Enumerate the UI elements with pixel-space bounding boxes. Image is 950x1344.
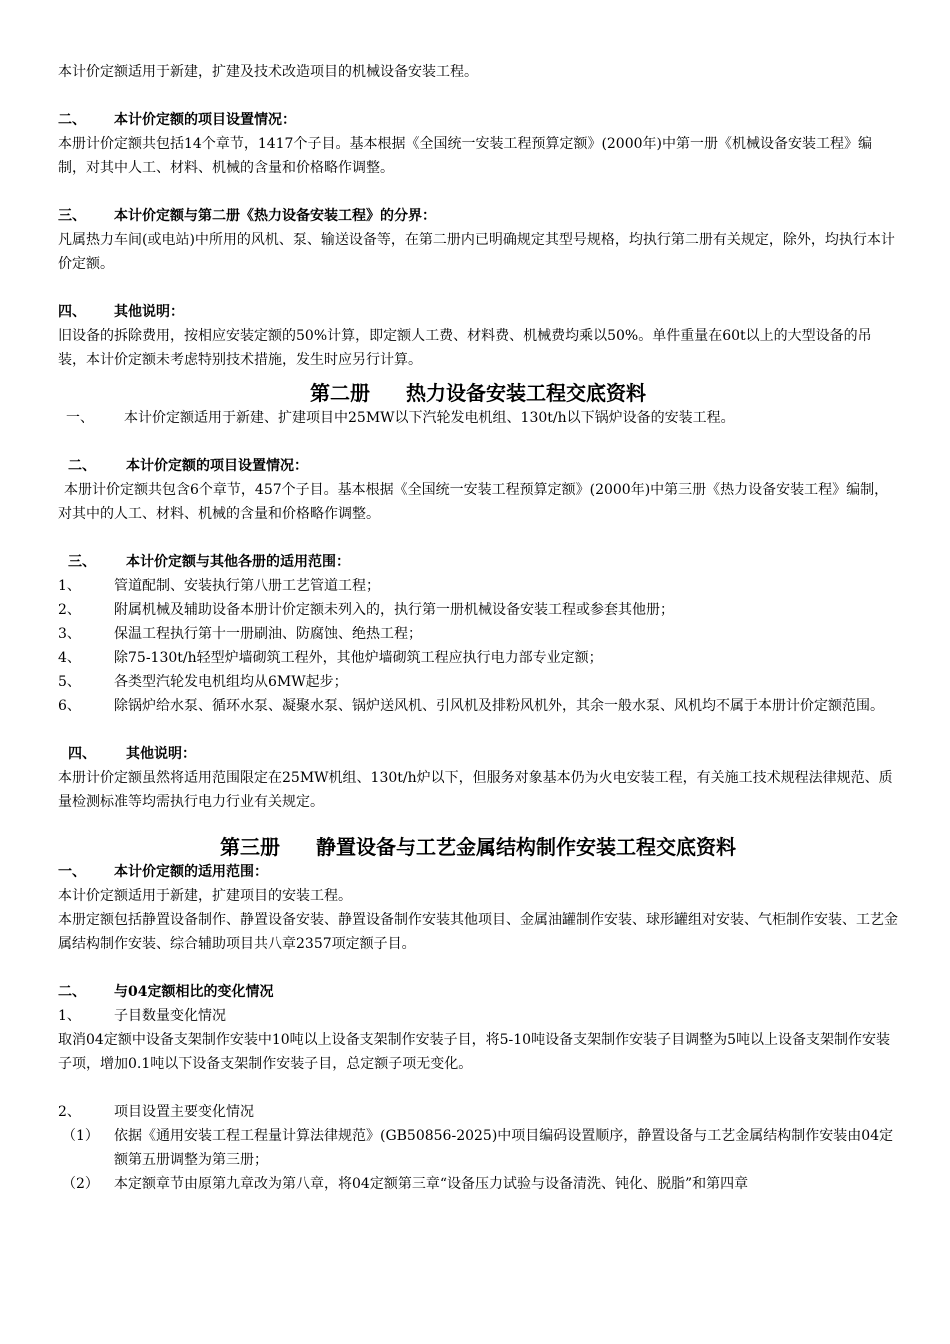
item-number: 6、 — [58, 698, 81, 714]
item-text: 管道配制、安装执行第八册工艺管道工程； — [114, 578, 380, 594]
item-number: （2） — [62, 1176, 99, 1192]
list-item — [58, 1124, 898, 1172]
item-number: 5、 — [58, 674, 81, 690]
item-number: 2、 — [58, 602, 81, 618]
document-page — [58, 60, 898, 1196]
item-text: 除75-130t/h轻型炉墙砌筑工程外，其他炉墙砌筑工程应执行电力部专业定额； — [114, 650, 603, 666]
vol3-section1-body1: 本计价定额适用于新建，扩建项目的安装工程。 — [58, 888, 352, 904]
section-number: 三、 — [68, 554, 96, 570]
list-item — [58, 694, 898, 718]
item-number: 4、 — [58, 650, 81, 666]
sub-number: 1、 — [58, 1008, 81, 1024]
sub-title: 子目数量变化情况 — [114, 1008, 226, 1024]
item-text: 依据《通用安装工程工程量计算法律规范》(GB50856-2025)中项目编码设置顺序，静置设备与工艺金属结构制作安装由04定额第五册调整为第三册； — [114, 1128, 894, 1168]
list-item — [58, 574, 898, 598]
vol3-sub1-heading — [58, 1004, 898, 1028]
vol1-section3-heading — [58, 204, 898, 228]
section-title: 与04定额相比的变化情况 — [114, 984, 274, 1000]
section-body: 本计价定额适用于新建、扩建项目中25MW以下汽轮发电机组、130t/h以下锅炉设备的安装工程。 — [124, 410, 735, 426]
vol3-sub1-body: 取消04定额中设备支架制作安装中10吨以上设备支架制作安装子目，将5-10吨设备支架制作安装子目调整为5吨以上设备支架制作安装子项，增加0.1吨以下设备支架制作安装子目，总定额子项无变化。 — [58, 1032, 890, 1072]
item-text: 保温工程执行第十一册刷油、防腐蚀、绝热工程； — [114, 626, 422, 642]
section-number: 三、 — [58, 208, 86, 224]
item-text: 各类型汽轮发电机组均从6MW起步； — [114, 674, 348, 690]
list-item — [58, 1172, 898, 1196]
section-title: 本计价定额的项目设置情况： — [126, 458, 308, 474]
list-item — [58, 646, 898, 670]
item-number: （1） — [62, 1128, 99, 1144]
vol2-section4-body: 本册计价定额虽然将适用范围限定在25MW机组、130t/h炉以下，但服务对象基本仍为火电安装工程，有关施工技术规程法律规范、质量检测标准等均需执行电力行业有关规定。 — [58, 770, 893, 810]
list-item — [58, 598, 898, 622]
item-text: 本定额章节由原第九章改为第八章，将04定额第三章“设备压力试验与设备清洗、钝化、脱脂”和第四章 — [114, 1176, 749, 1192]
section-number: 二、 — [68, 458, 96, 474]
section-title: 本计价定额的项目设置情况： — [114, 112, 296, 128]
section-number: 一、 — [58, 864, 86, 880]
section-number: 四、 — [68, 746, 96, 762]
vol2-section4-heading — [58, 742, 898, 766]
vol3-section2-heading — [58, 980, 898, 1004]
section-title: 其他说明： — [126, 746, 196, 762]
list-item — [58, 622, 898, 646]
sub-title: 项目设置主要变化情况 — [114, 1104, 254, 1120]
section-title: 本计价定额与第二册《热力设备安装工程》的分界： — [114, 208, 436, 224]
vol1-section2-body: 本册计价定额共包括14个章节，1417个子目。基本根据《全国统一安装工程预算定额》(2000年)中第一册《机械设备安装工程》编制，对其中人工、材料、机械的含量和价格略作调整。 — [58, 136, 872, 176]
vol2-section2-body: 本册计价定额共包含6个章节，457个子目。基本根据《全国统一安装工程预算定额》(2000年)中第三册《热力设备安装工程》编制，对其中的人工、材料、机械的含量和价格略作调整。 — [58, 482, 889, 522]
item-number: 1、 — [58, 578, 81, 594]
vol3-sub2-heading — [58, 1100, 898, 1124]
vol3-section1-body2: 本册定额包括静置设备制作、静置设备安装、静置设备制作安装其他项目、金属油罐制作安装、球形罐组对安装、气柜制作安装、工艺金属结构制作安装、综合辅助项目共八章2357项定额子目。 — [58, 912, 898, 952]
section-number: 二、 — [58, 112, 86, 128]
vol2-title — [58, 380, 898, 406]
sub-number: 2、 — [58, 1104, 81, 1120]
vol3-title — [58, 834, 898, 860]
vol3-title-volume: 第三册 — [220, 835, 280, 859]
section-number: 二、 — [58, 984, 86, 1000]
vol2-section2-heading — [58, 454, 898, 478]
vol3-title-name: 静置设备与工艺金属结构制作安装工程交底资料 — [316, 835, 736, 859]
vol1-intro: 本计价定额适用于新建，扩建及技术改造项目的机械设备安装工程。 — [58, 64, 478, 80]
section-number: 一、 — [66, 410, 94, 426]
section-title: 其他说明： — [114, 304, 184, 320]
list-item — [58, 670, 898, 694]
section-number: 四、 — [58, 304, 86, 320]
vol2-title-volume: 第二册 — [310, 381, 370, 405]
item-text: 附属机械及辅助设备本册计价定额未列入的，执行第一册机械设备安装工程或参套其他册； — [114, 602, 674, 618]
vol3-change-list — [58, 1124, 898, 1196]
vol1-section3-body: 凡属热力车间(或电站)中所用的风机、泵、输送设备等，在第二册内已明确规定其型号规格，均执行第二册有关规定，除外，均执行本计价定额。 — [58, 232, 895, 272]
vol1-section4-body: 旧设备的拆除费用，按相应安装定额的50%计算，即定额人工费、材料费、机械费均乘以50%。单件重量在60t以上的大型设备的吊装，本计价定额未考虑特别技术措施，发生时应另行计算。 — [58, 328, 872, 368]
vol2-title-name: 热力设备安装工程交底资料 — [406, 381, 646, 405]
vol2-scope-list — [58, 574, 898, 718]
vol1-section2-heading — [58, 108, 898, 132]
item-text: 除锅炉给水泵、循环水泵、凝聚水泵、锅炉送风机、引风机及排粉风机外，其余一般水泵、风机均不属于本册计价定额范围。 — [114, 698, 884, 714]
section-title: 本计价定额的适用范围： — [114, 864, 268, 880]
vol2-section1 — [58, 406, 898, 430]
vol3-section1-heading — [58, 860, 898, 884]
vol2-section3-heading — [58, 550, 898, 574]
item-number: 3、 — [58, 626, 81, 642]
vol1-section4-heading — [58, 300, 898, 324]
section-title: 本计价定额与其他各册的适用范围： — [126, 554, 350, 570]
